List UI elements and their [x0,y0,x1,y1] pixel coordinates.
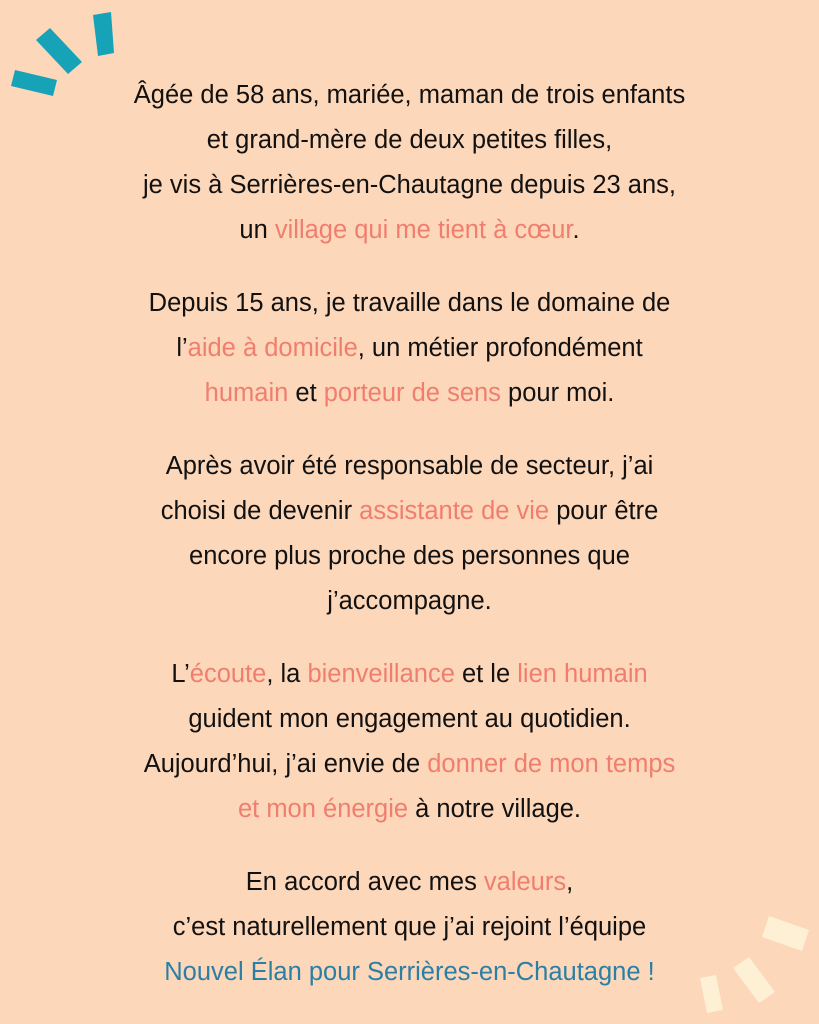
text-line [0,73,819,118]
text-run: , la [266,660,308,688]
highlighted-text: porteur de sens [323,379,501,407]
text-line [0,489,819,534]
text-run: Aujourd’hui, j’ai envie de [143,750,428,778]
highlighted-text: et mon énergie [237,795,409,823]
text-run: et grand-mère de deux petites filles, [206,126,613,154]
text-line [0,697,819,742]
text-line [0,281,819,326]
text-line [0,444,819,489]
paragraph-3 [0,444,819,624]
highlighted-text: lien humain [517,660,648,688]
text-run: c’est naturellement que j’ai rejoint l’équipe [172,913,647,941]
paragraph-4 [0,652,819,832]
paragraph-2 [0,281,819,416]
text-line [0,371,819,416]
text-run: à notre village. [408,795,582,823]
text-run: Âgée de 58 ans, mariée, maman de trois enfants [133,81,686,109]
text-run: En accord avec mes [245,868,484,896]
text-run: encore plus proche des personnes que [189,542,630,570]
text-run: pour être [549,497,659,525]
text-line [0,579,819,624]
text-run: je vis à Serrières-en-Chautagne depuis 23 ans, [143,171,676,199]
text-line [0,787,819,832]
team-name: Nouvel Élan pour Serrières-en-Chautagne ! [164,958,655,986]
text-run: l’ [176,334,188,362]
text-run: pour moi. [500,379,615,407]
highlighted-text: humain [204,379,289,407]
text-run: un [239,216,275,244]
paragraph-1 [0,73,819,253]
text-line [0,742,819,787]
text-run: Après avoir été responsable de secteur, j’ai [165,452,654,480]
highlighted-text: aide à domicile [187,334,358,362]
text-run: et le [454,660,518,688]
highlighted-text: donner de mon temps [427,750,676,778]
highlighted-text: village qui me tient à cœur [274,216,573,244]
text-run: choisi de devenir [160,497,360,525]
text-line [0,326,819,371]
biography-text [0,73,819,1023]
text-run: j’accompagne. [327,587,492,615]
highlighted-text: valeurs [483,868,567,896]
text-line [0,118,819,163]
highlighted-text: bienveillance [307,660,455,688]
text-line [0,163,819,208]
text-run: Depuis 15 ans, je travaille dans le domaine de [148,289,671,317]
text-line [0,905,819,950]
text-line [0,534,819,579]
text-run: et [288,379,324,407]
paragraph-5 [0,860,819,995]
text-run: , un métier profondément [357,334,643,362]
text-run: L’ [171,660,190,688]
text-run: , [566,868,574,896]
text-line [0,860,819,905]
text-run: . [572,216,580,244]
text-line [0,652,819,697]
text-run: guident mon engagement au quotidien. [188,705,631,733]
highlighted-text: assistante de vie [359,497,550,525]
text-line [0,208,819,253]
text-line [0,950,819,995]
highlighted-text: écoute [189,660,267,688]
